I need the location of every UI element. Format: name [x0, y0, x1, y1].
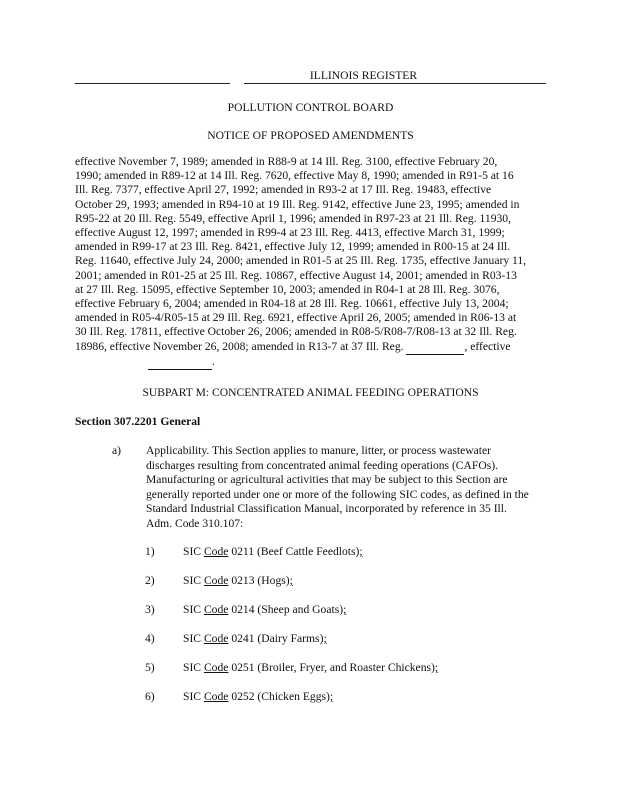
paragraph-label: a) [112, 444, 122, 457]
amendment-history [75, 155, 547, 370]
list-item-number: 2) [145, 574, 155, 587]
sic-description: 0251 (Broiler, Fryer, and Roaster Chickens) [228, 661, 435, 674]
list-item-text [183, 545, 363, 558]
history-line-last [75, 340, 547, 355]
item-suffix: ; [323, 632, 327, 645]
history-line: effective February 6, 2004; amended in R04-18 at 28 Ill. Reg. 10661, effective July 13, 2004; [75, 297, 509, 311]
paragraph-text [146, 444, 551, 532]
history-line: effective November 7, 1989; amended in R88-9 at 14 Ill. Reg. 3100, effective February 20, [75, 155, 498, 168]
code-word: Code [203, 545, 229, 558]
paragraph-line: generally reported under one or more of the following SIC codes, as defined in the [146, 487, 529, 501]
list-item-text [183, 632, 327, 645]
item-suffix: ; [359, 545, 363, 558]
sic-prefix: SIC [183, 632, 204, 645]
sic-prefix: SIC [183, 545, 204, 558]
list-item-text [183, 661, 438, 674]
list-item [145, 574, 545, 590]
history-line: R95-22 at 20 Ill. Reg. 5549, effective April 1, 1996; amended in R97-23 at 21 Ill. Reg. 11930, [75, 211, 511, 225]
code-word: Code [203, 603, 229, 616]
history-final-period: . [212, 354, 215, 368]
list-item-number: 1) [145, 545, 155, 558]
history-line: 1990; amended in R89-12 at 14 Ill. Reg. 7620, effective May 8, 1990; amended in R91-5 at 16 [75, 169, 514, 183]
item-suffix: ; [434, 661, 439, 674]
code-word: Code [203, 574, 229, 587]
paragraph-line: Adm. Code 310.107: [146, 516, 244, 530]
history-line: at 27 Ill. Reg. 15095, effective September 10, 2003; amended in R04-1 at 28 Ill. Reg. 3076, [75, 282, 500, 296]
sic-description: 0252 (Chicken Eggs) [228, 690, 330, 703]
history-line: Ill. Reg. 7377, effective April 27, 1992; amended in R93-2 at 17 Ill. Reg. 19483, effective [75, 183, 492, 197]
list-item-number: 3) [145, 603, 155, 616]
history-final-line [75, 355, 547, 370]
item-suffix: ; [289, 574, 293, 587]
item-suffix: ; [343, 603, 347, 616]
blank-effective-date [148, 355, 212, 370]
notice-title: NOTICE OF PROPOSED AMENDMENTS [207, 129, 414, 142]
paragraph-line: Applicability. This Section applies to manure, litter, or process wastewater [146, 444, 492, 457]
paragraph-line: Standard Industrial Classification Manual, incorporated by reference in 35 Ill. [146, 502, 507, 516]
code-word: Code [203, 632, 229, 645]
paragraph-line: discharges resulting from concentrated animal feeding operations (CAFOs). [146, 458, 499, 472]
list-item [145, 661, 545, 677]
history-line: 30 Ill. Reg. 17811, effective October 26, 2006; amended in R08-5/R08-7/R08-13 at 32 Ill. Reg. [75, 325, 517, 339]
sic-prefix: SIC [183, 661, 204, 674]
subpart-title: SUBPART M: CONCENTRATED ANIMAL FEEDING OPERATIONS [142, 386, 479, 399]
sic-description: 0214 (Sheep and Goats) [228, 603, 344, 616]
sic-description: 0211 (Beef Cattle Feedlots) [228, 545, 360, 558]
list-item-number: 4) [145, 632, 155, 645]
history-line: effective August 12, 1997; amended in R99-4 at 23 Ill. Reg. 4413, effective March 31, 1999; [75, 226, 505, 240]
history-line: October 29, 1993; amended in R94-10 at 19 Ill. Reg. 9142, effective June 23, 1995; amended in [75, 197, 520, 211]
sic-description: 0213 (Hogs) [228, 574, 290, 587]
list-item-text [183, 574, 293, 587]
list-item-number: 5) [145, 661, 155, 674]
board-name: POLLUTION CONTROL BOARD [227, 101, 394, 114]
blank-register-page [406, 340, 464, 355]
history-line: Reg. 11640, effective July 24, 2000; amended in R01-5 at 25 Ill. Reg. 1735, effective January 11, [75, 254, 527, 268]
history-line: amended in R99-17 at 23 Ill. Reg. 8421, effective July 12, 1999; amended in R00-15 at 24 Ill. [75, 240, 511, 254]
header-rule-right [244, 83, 546, 84]
register-title: ILLINOIS REGISTER [309, 69, 418, 82]
history-line-text: 18986, effective November 26, 2008; amended in R13-7 at 37 Ill. Reg. [75, 339, 404, 353]
list-item [145, 545, 545, 561]
list-item-text [183, 603, 346, 616]
sic-description: 0241 (Dairy Farms) [228, 632, 324, 645]
header-rule-left [75, 83, 230, 84]
list-item [145, 690, 545, 706]
item-suffix: ; [329, 690, 334, 703]
paragraph-line: Manufacturing or agricultural activities that may be subject to this Section are [146, 473, 508, 487]
history-line: 2001; amended in R01-25 at 25 Ill. Reg. 10867, effective August 14, 2001; amended in R03-13 [75, 268, 517, 282]
history-line: amended in R05-4/R05-15 at 29 Ill. Reg. 6921, effective April 26, 2005; amended in R06-13 at [75, 311, 517, 325]
section-heading: Section 307.2201 General [75, 415, 201, 428]
list-item [145, 603, 545, 619]
sic-prefix: SIC [183, 603, 204, 616]
sic-prefix: SIC [183, 574, 204, 587]
sic-prefix: SIC [183, 690, 204, 703]
code-word: Code [203, 661, 229, 674]
code-word: Code [203, 690, 229, 703]
list-item-number: 6) [145, 690, 155, 703]
list-item [145, 632, 545, 648]
list-item-text [183, 690, 333, 703]
history-tail: , effective [464, 339, 511, 353]
